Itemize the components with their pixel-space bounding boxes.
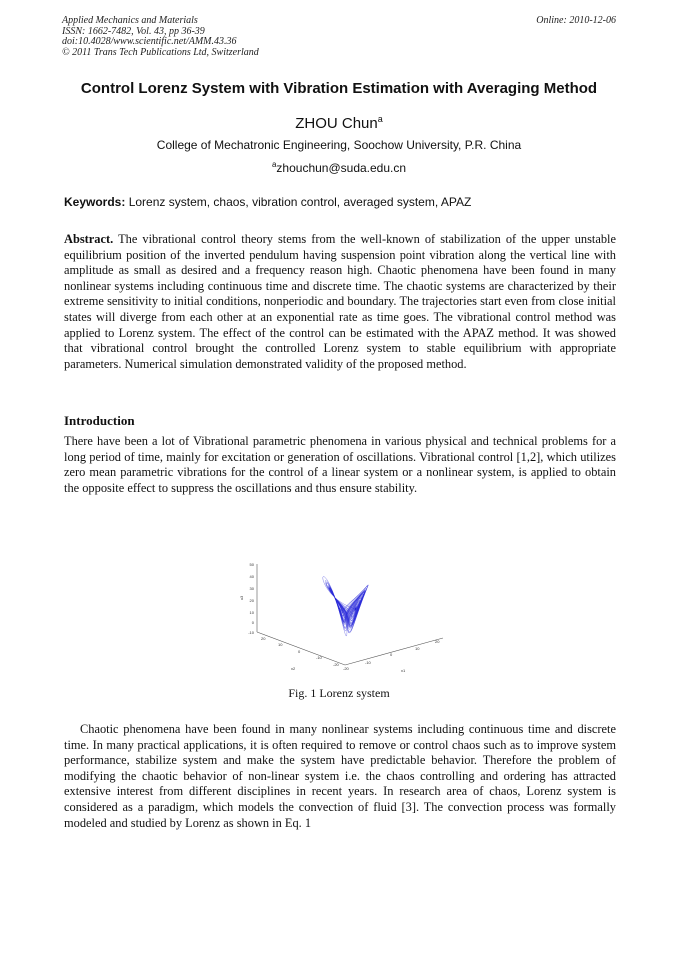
y-tick-label: 20 <box>435 639 440 644</box>
issn-line: ISSN: 1662-7482, Vol. 43, pp 36-39 <box>62 25 205 37</box>
z-axis-label: x3 <box>239 595 244 600</box>
introduction-text: There have been a lot of Vibrational parametric phenomena in various physical and technical problems for a long period of time, mainly for excitation or generation of oscillations. Vibrational control [1,2], which utilizes zero mean parametric vibrations for the control of a linear system or a nonlinear system, is applied to obtain the opposite effect to suppress the oscillations and thus ensure stability. <box>64 434 616 495</box>
y-tick-labels <box>343 639 440 671</box>
y-axis-line <box>345 638 443 665</box>
abstract-label: Abstract. <box>64 232 114 246</box>
keywords-text: Lorenz system, chaos, vibration control, averaged system, APAZ <box>128 195 472 209</box>
body-paragraph: Chaotic phenomena have been found in many nonlinear systems including continuous time and discrete time. In many practical applications, it is often required to remove or control chaos such as to improve system performance, stabilize system and make the system have predictable behavior. Therefore the problem of modifying the chaotic behavior of non-linear system i.e. the chaos controlling and ordering has attracted extensive interest from different disciplines in recent years. In research area of chaos, Lorenz system is considered as a paradigm, which models the convection of fluid [3]. The convection process was formally modeled and studied by Lorenz as shown in Eq. 1 <box>64 722 616 830</box>
z-tick-label: 40 <box>249 574 254 579</box>
email-superscript: a <box>271 160 277 169</box>
affiliation: College of Mechatronic Engineering, Soochow University, P.R. China <box>156 138 522 152</box>
x-tick-label: 20 <box>261 636 266 641</box>
keywords-label: Keywords: <box>64 195 126 209</box>
z-tick-labels <box>248 562 255 635</box>
z-tick-label: 50 <box>249 562 254 567</box>
y-tick-label: -20 <box>343 666 349 671</box>
x-axis-line <box>257 632 345 665</box>
y-tick-label: 10 <box>415 646 420 651</box>
introduction-heading: Introduction <box>64 413 135 428</box>
z-tick-label: 10 <box>249 610 254 615</box>
x-axis-label: x2 <box>291 666 296 671</box>
copyright-line: © 2011 Trans Tech Publications Ltd, Switzerland <box>62 46 259 58</box>
online-date: Online: 2010-12-06 <box>536 15 616 26</box>
journal-name: Applied Mechanics and Materials <box>62 15 198 26</box>
figure-caption: Fig. 1 Lorenz system <box>288 686 390 700</box>
keywords <box>64 195 616 209</box>
abstract-text: The vibrational control theory stems from the well-known of stabilization of the upper unstable equilibrium position of the inverted pendulum having suspension point vibration along the vertical line with amplitude as small as desired and a frequency reason high. Chaotic phenomena have been found in many nonlinear systems including continuous time and discrete time. The chaotic systems are characterized by their extreme sensitivity to initial conditions, nonperiodic and boundary. The trajectories start even from close initial states will diverge from each other at an exponential rate as time goes. The vibrational control method was applied to Lorenz system. The effect of the control can be estimated with the APAZ method. It was showed that vibrational control brought the controlled Lorenz system to stable equilibrium with appropriate parameters. Numerical simulation demonstrated validity of the proposed method. <box>64 232 616 371</box>
z-tick-label: -10 <box>248 630 254 635</box>
publication-info <box>62 16 616 58</box>
email-address: zhouchun@suda.edu.cn <box>276 161 407 175</box>
lorenz-attractor-trajectory <box>323 577 368 636</box>
email <box>40 160 638 175</box>
y-axis-label: x1 <box>401 668 406 673</box>
author <box>40 114 638 132</box>
trajectory-line <box>323 577 368 636</box>
z-tick-label: 30 <box>249 586 254 591</box>
x-tick-label: 10 <box>278 642 283 647</box>
x-tick-label: -20 <box>333 662 339 667</box>
x-tick-labels <box>261 636 340 667</box>
y-tick-label: -10 <box>365 660 371 665</box>
x-tick-label: 0 <box>298 649 301 654</box>
z-tick-label: 0 <box>251 620 254 625</box>
author-superscript: a <box>377 114 383 124</box>
lorenz-figure <box>235 552 445 682</box>
author-name: ZHOU Chun <box>295 115 378 132</box>
y-tick-label: 0 <box>390 652 393 657</box>
z-tick-label: 20 <box>249 598 254 603</box>
paper-title: Control Lorenz System with Vibration Estimation with Averaging Method <box>80 80 598 97</box>
doi-line: doi:10.4028/www.scientific.net/AMM.43.36 <box>62 36 237 47</box>
x-tick-label: -10 <box>316 655 322 660</box>
abstract <box>64 232 616 372</box>
